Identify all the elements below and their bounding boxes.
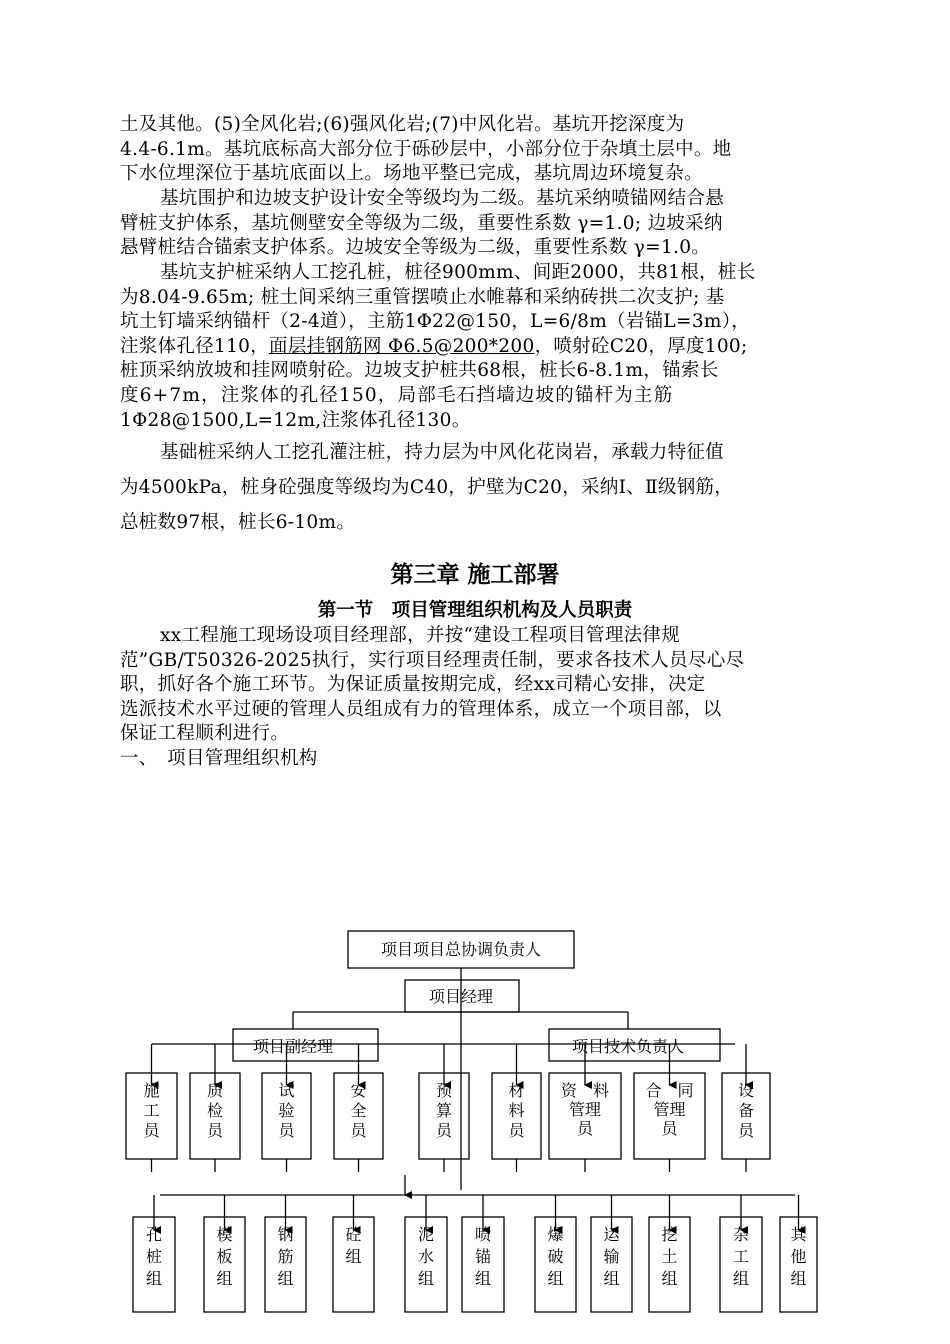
staff-label: 材 (508, 1081, 525, 1100)
group-label: 锚 (474, 1247, 492, 1266)
group-label: 钢 (277, 1225, 294, 1244)
subheading-org-structure: 一、 项目管理组织机构 (120, 748, 318, 769)
group-label: 组 (661, 1269, 678, 1288)
staff-label: 安 (350, 1081, 367, 1100)
staff-label: 全 (350, 1101, 367, 1120)
group-label: 组 (474, 1269, 492, 1288)
text-line: 下水位埋深位于基坑底面以上。场地平整已完成，基坑周边环境复杂。 (120, 163, 703, 185)
text-line: 保证工程顺利进行。 (120, 723, 290, 745)
group-label: 组 (732, 1269, 750, 1288)
org-label-tech-lead: 项目技术负责人 (571, 1037, 685, 1056)
group-label: 喷 (474, 1225, 492, 1244)
text-line: 1Φ28@1500,L=12m,注浆体孔径130。 (120, 409, 471, 431)
staff-label: 验 (278, 1101, 295, 1120)
group-label: 挖 (661, 1225, 678, 1244)
group-label: 模 (216, 1225, 233, 1244)
text-line: 臂桩支护体系，基坑侧壁安全等级为二级，重要性系数 γ=1.0; 边坡采纳 (120, 212, 723, 234)
group-label: 板 (216, 1247, 233, 1266)
staff-label: 管理 (568, 1100, 602, 1119)
text-line: 选派技术水平过硬的管理人员组成有力的管理体系，成立一个项目部，以 (120, 698, 722, 720)
staff-label: 预 (435, 1081, 453, 1100)
group-label: 工 (732, 1247, 750, 1266)
org-label-coordinator: 项目项目总协调负责人 (380, 940, 542, 959)
group-label: 土 (661, 1247, 678, 1266)
staff-label: 算 (435, 1101, 453, 1120)
group-label: 泥 (417, 1225, 435, 1244)
staff-label: 工 (143, 1101, 160, 1120)
text-fragment: ，喷射砼C20，厚度100; (534, 335, 748, 357)
group-label: 组 (277, 1269, 294, 1288)
group-label: 组 (603, 1269, 620, 1288)
group-label: 组 (547, 1269, 564, 1288)
staff-label: 备 (737, 1101, 755, 1120)
text-line: 基坑围护和边坡支护设计安全等级均为二级。基坑采纳喷锚网结合悬 (160, 188, 725, 209)
org-label-manager: 项目经理 (428, 987, 494, 1006)
staff-label: 员 (435, 1121, 453, 1140)
text-line: 4.4-6.1m。基坑底标高大部分位于砾砂层中，小部分位于杂填土层中。地 (120, 138, 732, 160)
text-line: 为4500kPa，桩身砼强度等级均为C40，护壁为C20，采纳Ⅰ、Ⅱ级钢筋， (120, 477, 734, 498)
group-label: 输 (603, 1247, 620, 1266)
group-label: 破 (547, 1247, 564, 1266)
text-line: 度6+7m，注浆体的孔径150，局部毛石挡墙边坡的锚杆为主筋 (120, 384, 674, 406)
group-label: 其 (790, 1225, 807, 1244)
text-line: 范”GB/T50326-2025执行，实行项目经理责任制，要求各技术人员尽心尽 (120, 649, 745, 671)
staff-label: 料 (508, 1101, 525, 1120)
staff-label: 施 (143, 1081, 160, 1100)
section-title: 第一节 项目管理组织机构及人员职责 (317, 600, 633, 621)
staff-label: 员 (143, 1121, 160, 1140)
staff-label: 管理 (653, 1100, 686, 1119)
staff-label: 员 (278, 1121, 295, 1140)
staff-label: 试 (278, 1081, 295, 1100)
chapter-title: 第三章 施工部署 (390, 562, 560, 588)
staff-label: 员 (206, 1121, 224, 1140)
text-line: 职，抓好各个施工环节。为保证质量按期完成，经xx司精心安排，决定 (120, 674, 706, 696)
group-label: 组 (216, 1269, 233, 1288)
group-label: 砼 (345, 1225, 362, 1244)
group-label: 水 (417, 1247, 435, 1266)
staff-label: 检 (206, 1101, 224, 1120)
underlined-text: 面层挂钢筋网 Φ6.5@200*200 (269, 335, 535, 357)
group-label: 筋 (277, 1247, 294, 1266)
text-line: 悬臂桩结合锚索支护体系。边坡安全等级为二级，重要性系数 γ=1.0。 (120, 237, 711, 259)
org-label-deputy: 项目副经理 (252, 1037, 334, 1056)
text-line: 基坑支护桩采纳人工挖孔桩，桩径900mm、间距2000，共81根，桩长 (160, 262, 756, 283)
text-line: 总桩数97根，桩长6-10m。 (120, 512, 356, 533)
staff-label: 合 同 (645, 1081, 694, 1100)
staff-label: 质 (206, 1081, 224, 1100)
staff-label: 员 (508, 1121, 525, 1140)
text-fragment: 注浆体孔径110， (120, 335, 270, 357)
group-label: 桩 (145, 1247, 163, 1266)
group-label: 爆 (547, 1225, 564, 1244)
staff-label: 员 (576, 1119, 594, 1138)
staff-label: 员 (350, 1121, 367, 1140)
staff-label: 资 料 (560, 1081, 610, 1100)
text-line: 桩顶采纳放坡和挂网喷射砼。边坡支护桩共68根，桩长6-8.1m，锚索长 (120, 360, 719, 382)
text-line: 基础桩采纳人工挖孔灌注桩，持力层为中风化花岗岩，承载力特征值 (160, 442, 725, 463)
group-label: 运 (603, 1225, 620, 1244)
group-label: 孔 (145, 1225, 163, 1244)
group-label: 组 (145, 1269, 163, 1288)
group-label: 组 (790, 1269, 807, 1288)
staff-label: 员 (661, 1119, 678, 1138)
text-line: 为8.04-9.65m; 桩土间采纳三重管摆喷止水帷幕和采纳砖拱二次支护; 基 (120, 286, 725, 308)
group-label: 他 (790, 1247, 807, 1266)
group-label: 组 (417, 1269, 435, 1288)
staff-label: 设 (737, 1081, 755, 1100)
text-line: 土及其他。(5)全风化岩;(6)强风化岩;(7)中风化岩。基坑开挖深度为 (120, 114, 685, 135)
text-line: 坑土钉墙采纳锚杆（2-4道），主筋1Φ22@150，L=6/8m（岩锚L=3m）， (120, 311, 751, 333)
group-label: 组 (345, 1247, 362, 1266)
group-label: 杂 (732, 1225, 750, 1244)
staff-label: 员 (737, 1121, 755, 1140)
text-line: xx工程施工现场设项目经理部，并按“建设工程项目管理法律规 (160, 625, 681, 646)
